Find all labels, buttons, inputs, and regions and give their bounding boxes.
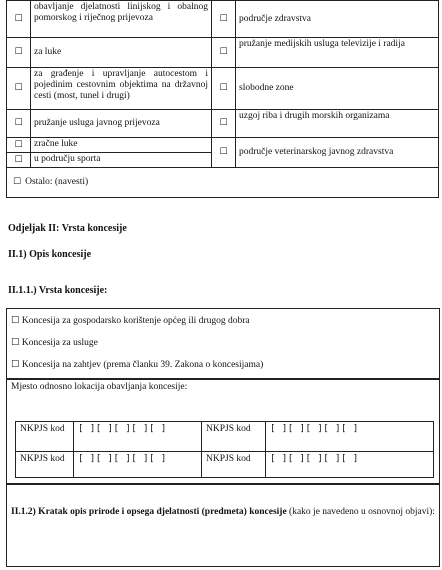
subsection-title: II.1) Opis koncesije	[8, 249, 92, 260]
summary-box	[6, 483, 440, 567]
checkbox[interactable]: ☐	[11, 315, 20, 326]
nkpjs-label: NKPJS kod	[202, 452, 266, 478]
checkbox[interactable]: ☐	[212, 138, 236, 168]
other-label: Ostalo: (navesti)	[25, 177, 89, 187]
activity-label: slobodne zone	[236, 68, 439, 110]
nkpjs-code-field[interactable]: [ ][ ][ ][ ][ ]	[266, 452, 434, 478]
activity-table	[6, 0, 439, 198]
activity-label: uzgoj riba i drugih morskih organizama	[236, 110, 439, 138]
checkbox[interactable]: ☐	[13, 177, 22, 187]
checkbox[interactable]: ☐	[7, 110, 31, 138]
checkbox[interactable]: ☐	[11, 359, 20, 370]
activity-label: obavljanje djelatnosti linijskog i obalnog pomorskog i riječnog prijevoza	[31, 1, 212, 38]
activity-label: pružanje medijskih usluga televizije i radija	[236, 38, 439, 68]
summary-heading	[11, 506, 435, 518]
nkpjs-table	[15, 421, 434, 478]
concession-label: Koncesija za gospodarsko korištenje općeg ili drugog dobra	[21, 316, 250, 326]
concession-option[interactable]	[11, 315, 250, 326]
nkpjs-code-field[interactable]: [ ][ ][ ][ ][ ]	[74, 452, 202, 478]
nkpjs-label: NKPJS kod	[16, 452, 74, 478]
other-row	[7, 168, 439, 198]
activity-label: područje veterinarskog javnog zdravstva	[236, 138, 439, 168]
section-title: Odjeljak II: Vrsta koncesije	[8, 223, 127, 234]
subsection-title: II.1.1.) Vrsta koncesije:	[8, 285, 108, 296]
checkbox[interactable]: ☐	[7, 153, 31, 168]
concession-label: Koncesija za usluge	[21, 338, 98, 348]
concession-option[interactable]	[11, 337, 98, 348]
activity-label: za luke	[31, 38, 212, 68]
checkbox[interactable]: ☐	[212, 1, 236, 38]
activity-label: područje zdravstva	[236, 1, 439, 38]
concession-type-box	[6, 308, 440, 380]
nkpjs-code-field[interactable]: [ ][ ][ ][ ][ ]	[266, 422, 434, 452]
checkbox[interactable]: ☐	[212, 68, 236, 110]
activity-label: za građenje i upravljanje autocestom i pojedinim cestovnim objektima na državnoj cesti (most, tunel i drugi)	[31, 68, 212, 110]
nkpjs-label: NKPJS kod	[202, 422, 266, 452]
activity-label: zračne luke	[31, 138, 212, 153]
activity-label: pružanje usluga javnog prijevoza	[31, 110, 212, 138]
checkbox[interactable]: ☐	[212, 38, 236, 68]
location-label: Mjesto odnosno lokacija obavljanja koncesije:	[11, 382, 188, 392]
concession-label: Koncesija na zahtjev (prema članku 39. Zakona o koncesijama)	[21, 360, 264, 370]
checkbox[interactable]: ☐	[212, 110, 236, 138]
summary-note: (kako je navedeno u osnovnoj objavi):	[286, 507, 435, 517]
activity-label: u području sporta	[31, 153, 212, 168]
nkpjs-label: NKPJS kod	[16, 422, 74, 452]
checkbox[interactable]: ☐	[7, 38, 31, 68]
concession-option[interactable]	[11, 359, 263, 370]
checkbox[interactable]: ☐	[7, 138, 31, 153]
location-box	[6, 378, 440, 485]
checkbox[interactable]: ☐	[7, 1, 31, 38]
nkpjs-code-field[interactable]: [ ][ ][ ][ ][ ]	[74, 422, 202, 452]
checkbox[interactable]: ☐	[7, 68, 31, 110]
checkbox[interactable]: ☐	[11, 337, 20, 348]
summary-title: II.1.2) Kratak opis prirode i opsega djelatnosti (predmeta) koncesije	[11, 507, 287, 517]
